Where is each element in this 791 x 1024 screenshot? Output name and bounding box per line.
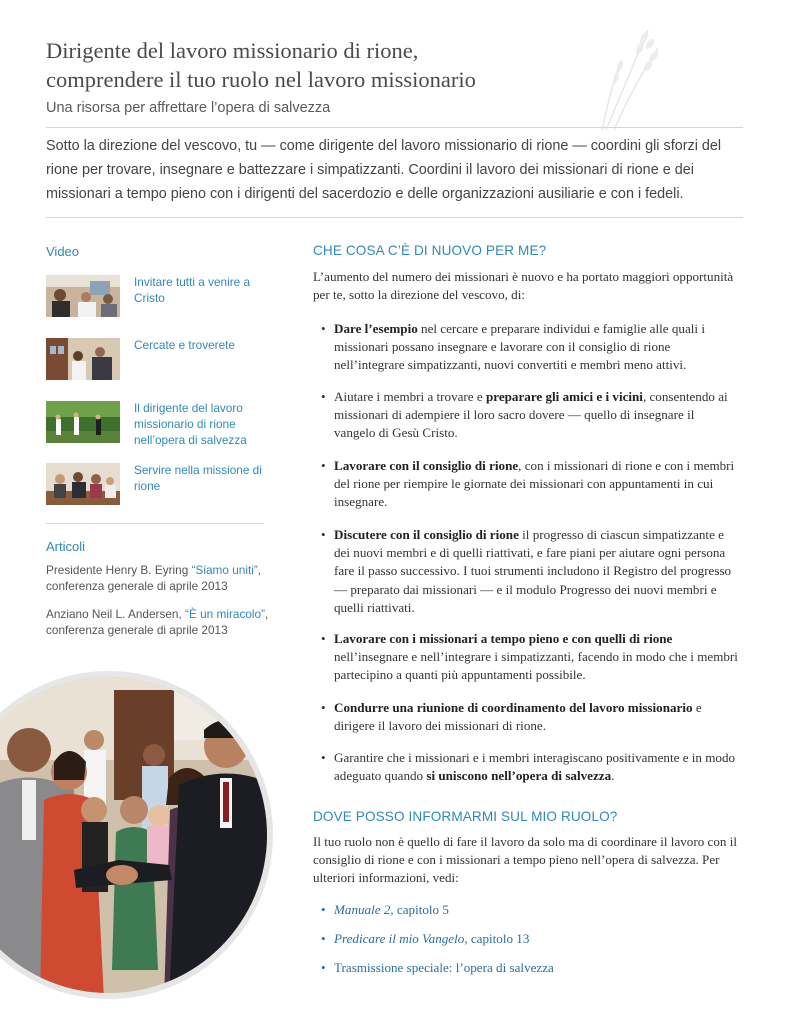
article-item [46,563,286,595]
article-author: Anziano Neil L. Andersen, [46,607,186,621]
section-heading-role: DOVE POSSO INFORMARMI SUL MIO RUOLO? [313,809,618,824]
video-item-cercate[interactable] [46,338,266,382]
bullet-text: , con i missionari di rione e con i membri del rione per riempire le giornate dei missionari con appuntamenti in cui insegnare. [334,458,735,510]
bullet-text: nel cercare e preparare individui e famiglie alle quali i missionari possano insegnare e lavorare con il consiglio di rione nell’integrare simpatizzanti, nuovi convertiti e membri meno attivi. [334,321,705,373]
bullet-item [321,388,739,443]
bullet-dot: • [321,960,326,975]
bullet-dot: • [321,321,326,336]
video-thumbnail[interactable] [46,401,120,443]
reference-link-trasmissione[interactable] [321,959,554,977]
wheat-decoration-icon [596,22,666,132]
video-thumbnail[interactable] [46,463,120,505]
bullet-text: . [611,768,615,784]
ref-italic[interactable]: Predicare il mio Vangelo [334,931,465,946]
section-intro: L’aumento del numero dei missionari è nuovo e ha portato maggiori opportunità per te, sotto la direzione del vescovo, di: [313,269,734,302]
bullet-text: Garantire che i missionari e i membri interagiscano positivamente e in modo adeguato quando [334,750,736,784]
bullet-item [321,630,739,685]
bullet-text: il progresso di ciascun simpatizzante e dei nuovi membri e di quelli riattivati, e fare piani per aiutare ogni persona fare il passo successivo. I tuoi strumenti includono il Registro del progresso — preparato dai missionari — e il modulo Progresso dei nuovi membri e quelli riattivati. [334,527,732,615]
ref-text[interactable]: Trasmissione speciale: l’opera di salvezza [334,960,554,975]
title-line-1: Dirigente del lavoro missionario di rione, [46,38,419,63]
bullet-text: , consentendo ai missionari di adempiere il loro sacro dovere — quello di insegnare il vangelo di Gesù Cristo. [334,389,728,441]
bullet-item [321,320,739,375]
bullet-bold: si uniscono nell’opera di salvezza [426,768,612,784]
section-heading-new: CHE COSA C’È DI NUOVO PER ME? [313,243,547,258]
video-item-servire[interactable] [46,463,266,507]
video-item-dirigente[interactable] [46,401,266,449]
intro-paragraph: Sotto la direzione del vescovo, tu — come dirigente del lavoro missionario di rione — coordini gli sforzi del rione per trovare, insegnare e battezzare i simpatizzanti. Coordini il lavoro dei missionari di rione e dei missionari a tempo pieno con i dirigenti del sacerdozio e delle organizzazioni ausiliarie e con i fedeli. [46,138,722,202]
bullet-item [321,699,739,735]
bullet-dot: • [321,902,326,917]
bullet-bold: Lavorare con il consiglio di rione [334,458,519,473]
article-source: , conferenza generale di aprile 2013 [46,563,262,593]
reference-link-manuale[interactable] [321,901,449,919]
reference-link-predicare[interactable] [321,930,529,948]
article-link[interactable]: “Siamo uniti” [191,563,258,577]
video-thumbnail[interactable] [46,275,120,317]
bullet-dot: • [321,931,326,946]
divider [46,127,743,128]
title-line-2: comprendere il tuo ruolo nel lavoro missionario [46,67,476,92]
bullet-dot: • [321,527,326,542]
bullet-bold: Condurre una riunione di coordinamento del lavoro missionario [334,700,693,715]
bullet-bold: Dare l’esempio [334,321,418,336]
videos-heading: Video [46,244,80,259]
bullet-text: Aiutare i membri a trovare e [334,389,486,404]
section2-body: Il tuo ruolo non è quello di fare il lavoro da solo ma di coordinare il lavoro con il consiglio di rione e con i missionari a tempo pieno nell’opera di salvezza. Per ulteriori informazioni, vedi: [313,834,737,885]
handshake-photo [0,670,274,1000]
bullet-text: e dirigere il lavoro dei missionari di rione. [334,700,702,734]
bullet-bold: Discutere con il consiglio di rione [334,527,519,542]
bullet-text: nell’insegnare e nell’integrare i simpatizzanti, facendo in modo che i membri partecipino a quanti più appuntamenti possibile. [334,649,738,683]
bullet-bold: preparare gli amici e i vicini [485,389,643,404]
video-thumbnail[interactable] [46,338,120,380]
ref-italic[interactable]: Manuale 2 [334,902,391,917]
ref-text[interactable]: , capitolo 13 [464,931,530,946]
bullet-item [321,526,739,617]
video-label[interactable]: Invitare tutti a venire a Cristo [134,275,251,305]
page-subtitle: Una risorsa per affrettare l’opera di salvezza [46,100,331,116]
video-label[interactable]: Il dirigente del lavoro missionario di rione nell’opera di salvezza [134,401,247,447]
divider [46,217,743,218]
bullet-dot: • [321,389,326,404]
bullet-dot: • [321,458,326,473]
bullet-item [321,749,739,785]
article-author: Presidente Henry B. Eyring [46,563,192,577]
video-label[interactable]: Servire nella missione di rione [134,463,262,493]
bullet-dot: • [321,700,326,715]
bullet-dot: • [321,750,326,765]
article-source: , conferenza generale di aprile 2013 [46,607,269,637]
bullet-bold: Lavorare con i missionari a tempo pieno e con quelli di rione [334,631,673,646]
page-title [46,36,606,94]
bullet-dot: • [321,631,326,646]
article-link[interactable]: “È un miracolo” [185,607,266,621]
article-item [46,607,286,639]
video-label[interactable]: Cercate e troverete [134,338,235,352]
articles-heading: Articoli [46,539,86,554]
video-item-invitare[interactable] [46,275,266,319]
bullet-item [321,457,739,512]
ref-text[interactable]: , capitolo 5 [390,902,449,917]
divider [46,523,264,524]
